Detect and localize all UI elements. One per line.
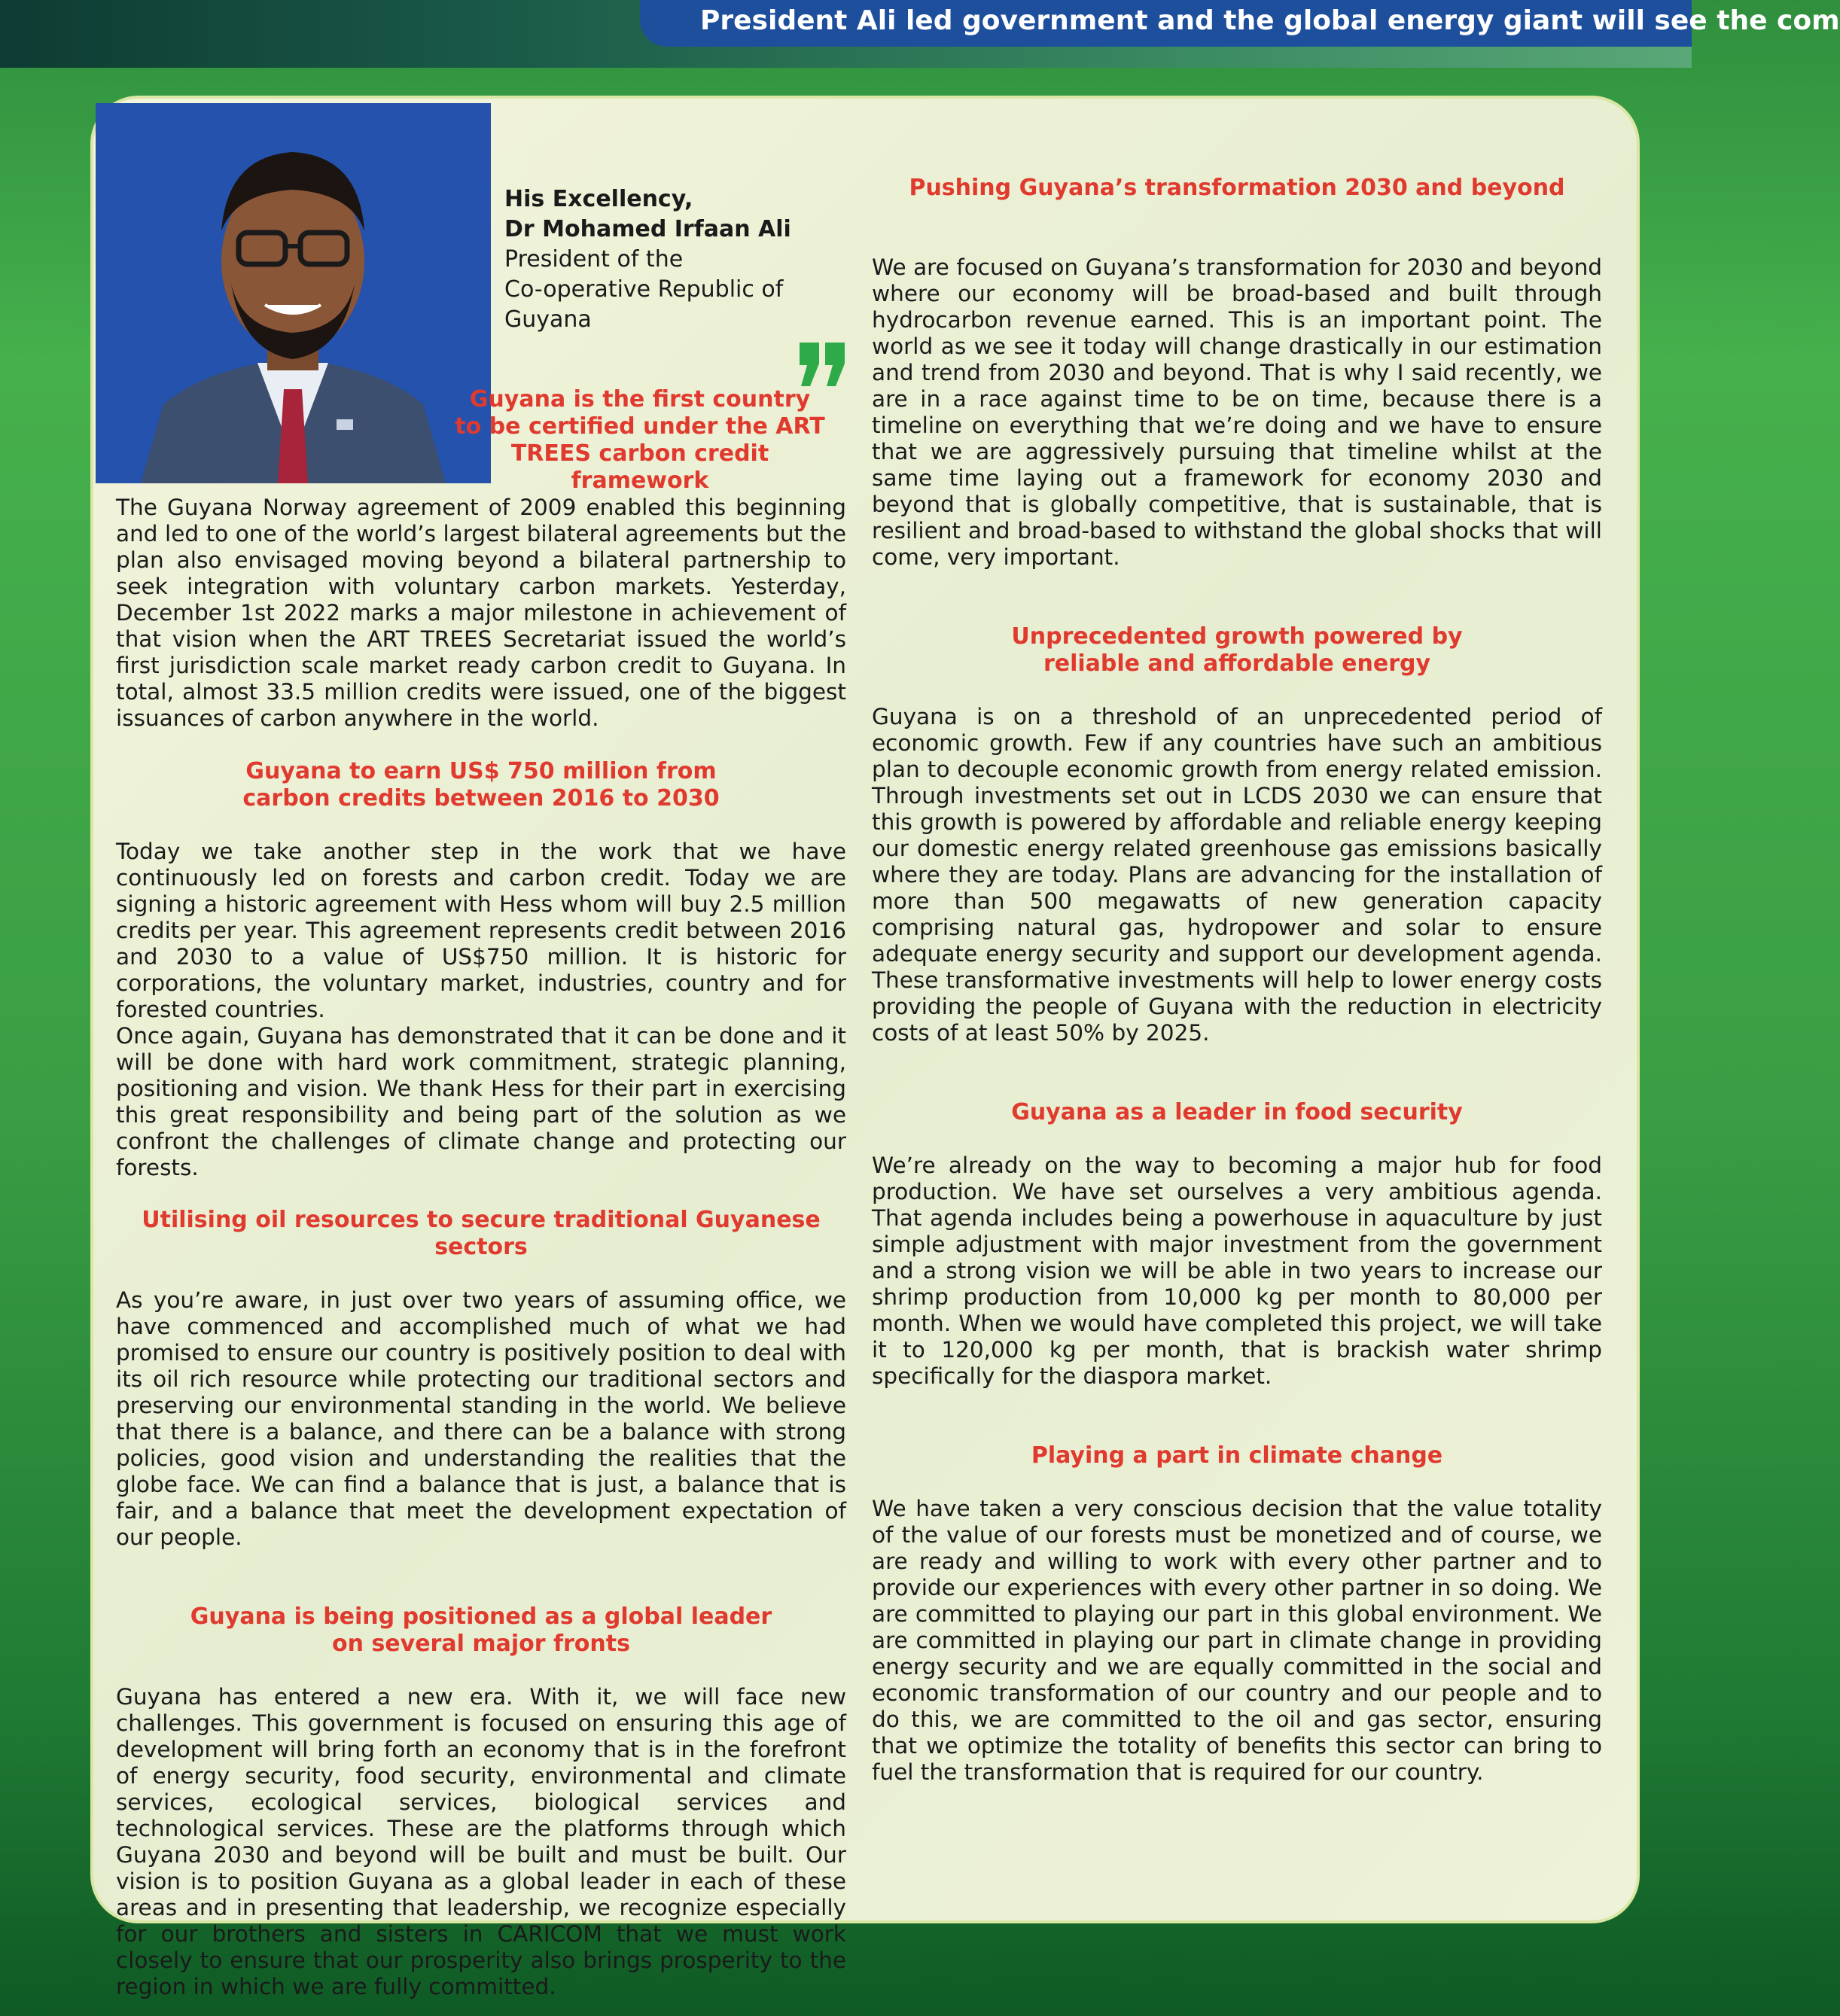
person-title-line3: Guyana <box>504 306 592 333</box>
quote-mark-icon <box>797 343 848 388</box>
energy-growth-paragraph: Guyana is on a threshold of an unprecedented period of economic growth. Few if any countries have such an ambitious plan to decouple economic growth from energy related emission. Through investments set out in LCDS 2030 we can ensure that this growth is powered by affordable and reliable energy keeping our domestic energy related greenhouse gas emissions basically where they are today. Plans are advancing for the installation of more than 500 megawatts of new generation capacity comprising natural gas, hydropower and solar to ensure adequate energy security and support our development agenda. These transformative investments will help to lower energy costs providing the people of Guyana with the reduction in electricity costs of at least 50% by 2025. <box>872 704 1602 1046</box>
heading-energy-growth-line2: reliable and affordable energy <box>1043 650 1431 677</box>
heading-food-security: Guyana as a leader in food security <box>1011 1099 1463 1125</box>
president-portrait <box>96 103 491 483</box>
pull-quote-line3: TREES carbon credit framework <box>510 440 769 494</box>
honorific: His Excellency, <box>504 186 693 212</box>
transformation-paragraph: We are focused on Guyana’s transformation for 2030 and beyond where our economy will be broad-based and built through hydrocarbon revenue earned. This is an important point. The world as we see it today will change drastically in our estimation and trend from 2030 and beyond. That is why I said recently, we are in a race against time to be on time, because there is a timeline on everything that we’re doing and we have to ensure that we are aggressively pursuing that timeline whilst at the same time laying out a framework for economy 2030 and beyond that is globally competitive, that is sustainable, that is resilient and broad-based to withstand the global shocks that will come, very important. <box>872 254 1602 570</box>
hess-paragraph: Once again, Guyana has demonstrated that it can be done and it will be done with hard work commitment, strategic planning, positioning and vision. We thank Hess for their part in exercising this great responsibility and being part of the solution as we confront the challenges of climate change and protecting our forests. <box>116 1023 846 1180</box>
intro-paragraph: The Guyana Norway agreement of 2009 enabled this beginning and led to one of the world’s largest bilateral agreements but the plan also envisaged moving beyond a bilateral partnership to seek integration with voluntary carbon markets. Yesterday, December 1st 2022 marks a major milestone in achievement of that vision when the ART TREES Secretariat issued the world’s first jurisdiction scale market ready carbon credit to Guyana. In total, almost 33.5 million credits were issued, one of the biggest issuances of carbon anywhere in the world. <box>116 495 846 731</box>
person-title-line1: President of the <box>504 246 684 273</box>
right-column <box>872 175 1602 1786</box>
pull-quote-line1: Guyana is the first country <box>469 386 811 413</box>
person-title-line2: Co-operative Republic of <box>504 276 784 303</box>
heading-oil-resources: Utilising oil resources to secure traditional Guyanese sectors <box>142 1207 821 1260</box>
person-name: Dr Mohamed Irfaan Ali <box>504 216 791 242</box>
pull-quote <box>444 386 836 495</box>
heading-global-leader-line2: on several major fronts <box>332 1631 630 1657</box>
heading-global-leader-line1: Guyana is being positioned as a global leader <box>190 1603 772 1630</box>
pull-quote-line2: to be certified under the ART <box>455 413 825 440</box>
climate-change-paragraph: We have taken a very conscious decision that the value totality of the value of our forests must be monetized and of course, we are ready and willing to work with every other partner and to provide our experiences with every other partner in so doing. We are committed to playing our part in this global environment. We are committed in playing our part in climate change in providing energy security and we are equally committed in the social and economic transformation of our country and our people and to do this, we are committed to the oil and gas sector, ensuring that we optimize the totality of benefits this sector can bring to fuel the transformation that is required for our country. <box>872 1496 1602 1785</box>
heading-transformation: Pushing Guyana’s transformation 2030 and beyond <box>909 175 1565 201</box>
heading-climate-change: Playing a part in climate change <box>1031 1442 1443 1469</box>
food-security-paragraph: We’re already on the way to becoming a major hub for food production. We have set ourselves a very ambitious agenda. That agenda includes being a powerhouse in aquaculture by just simple adjustment with major investment from the government and a strong vision we will be able in two years to increase our shrimp production from 10,000 kg per month to 80,000 per month. When we would have completed this project, we will take it to 120,000 kg per month, that is brackish water shrimp specifically for the diaspora market. <box>872 1153 1602 1389</box>
person-caption <box>504 184 821 335</box>
heading-carbon-credits <box>116 758 846 812</box>
carbon-credits-paragraph: Today we take another step in the work that we have continuously led on forests and carbon credit. Today we are signing a historic agreement with Hess whom will buy 2.5 million credits per year. This agreement represents credit between 2016 and 2030 to a value of US$750 million. It is historic for corporations, the voluntary market, industries, country and for forested countries. <box>116 839 846 1022</box>
heading-carbon-credits-line2: carbon credits between 2016 to 2030 <box>242 785 720 812</box>
left-column <box>116 495 846 2000</box>
global-leader-paragraph: Guyana has entered a new era. With it, we will face new challenges. This government is focused on ensuring this age of development will bring forth an economy that is in the forefront of energy security, food security, environmental and climate services, ecological services, biological services and technological services. These are the platforms through which Guyana 2030 and beyond will be built and must be built. Our vision is to position Guyana as a global leader in each of these areas and in presenting that leadership, we recognize especially for our brothers and sisters in CARICOM that we must work closely to ensure that our prosperity also brings prosperity to the region in which we are fully committed. <box>116 1684 846 1999</box>
oil-resources-paragraph: As you’re aware, in just over two years of assuming office, we have commenced and accomplished much of what we had promised to ensure our country is positively position to deal with its oil rich resource while protecting our traditional sectors and preserving our environmental standing in the world. We believe that there is a balance, and there can be a balance with strong policies, good vision and understanding the realities that the globe face. We can find a balance that is just, a balance that is fair, and a balance that meet the development expectation of our people. <box>116 1287 846 1550</box>
heading-energy-growth <box>872 623 1602 678</box>
heading-carbon-credits-line1: Guyana to earn US$ 750 million from <box>245 758 717 784</box>
headline-banner: President Ali led government and the global energy giant will see the com <box>640 0 1692 47</box>
heading-global-leader <box>116 1603 846 1658</box>
heading-energy-growth-line1: Unprecedented growth powered by <box>1011 623 1463 650</box>
